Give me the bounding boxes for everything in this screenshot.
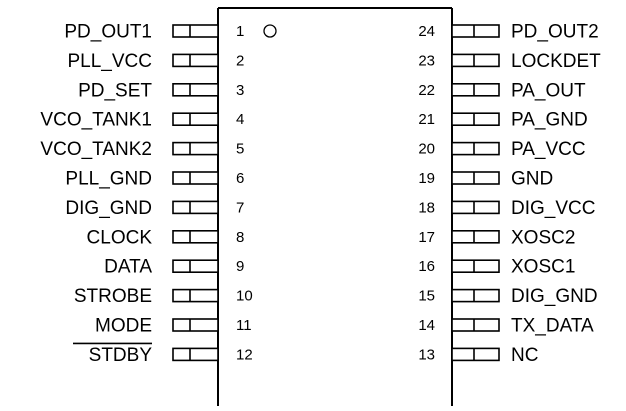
pin-number: 7 xyxy=(236,199,245,217)
pin-name: PA_VCC xyxy=(511,139,586,161)
pin-23 xyxy=(418,51,601,72)
pin-3 xyxy=(78,80,244,101)
chip-body xyxy=(218,8,452,406)
pin-4 xyxy=(40,110,244,131)
pin-stub xyxy=(452,25,499,37)
pin-name: XOSC2 xyxy=(511,227,576,249)
pin-stub xyxy=(173,84,218,96)
pin-name: PLL_VCC xyxy=(67,50,152,72)
pin-number: 1 xyxy=(236,23,245,40)
pin-name: PD_SET xyxy=(78,80,152,102)
pin-15 xyxy=(418,286,597,307)
pin-number: 6 xyxy=(236,170,245,187)
pin-number: 24 xyxy=(418,23,435,40)
pin-name: PLL_GND xyxy=(65,168,152,190)
pin-19 xyxy=(418,169,553,190)
pin-name: PD_OUT2 xyxy=(511,21,599,43)
pin-number: 13 xyxy=(418,346,435,364)
pin-16 xyxy=(418,257,575,278)
pin-name: MODE xyxy=(95,315,152,337)
pin-name: PA_GND xyxy=(511,109,588,131)
pin-stub xyxy=(173,113,218,125)
pin-stub xyxy=(452,113,499,125)
pin-number: 3 xyxy=(236,81,245,99)
pin-name: DATA xyxy=(104,256,152,278)
pin-stub xyxy=(452,260,499,272)
pin-name: DIG_GND xyxy=(65,197,152,219)
pin-name: LOCKDET xyxy=(511,50,601,72)
pin-number: 16 xyxy=(418,258,435,276)
pin-name: DIG_GND xyxy=(511,286,598,308)
pin-20 xyxy=(418,139,585,160)
pin-stub xyxy=(173,231,218,243)
pin-9 xyxy=(104,257,244,278)
pin-stub xyxy=(173,290,218,302)
pin-stub xyxy=(173,348,218,360)
pin-number: 19 xyxy=(418,170,435,187)
pin-13 xyxy=(418,345,538,366)
pin-12 xyxy=(73,343,253,366)
pin-name: TX_DATA xyxy=(511,315,594,337)
pin-number: 21 xyxy=(418,111,435,129)
pin-number: 17 xyxy=(418,228,435,246)
pin-number: 18 xyxy=(418,199,435,217)
pin-11 xyxy=(95,316,252,337)
pin-number: 12 xyxy=(236,346,253,364)
pin-stub xyxy=(452,54,499,66)
pin-stub xyxy=(173,25,218,37)
pin-stub xyxy=(173,54,218,66)
left-pin-group xyxy=(40,22,252,366)
pin-10 xyxy=(74,286,253,307)
pin1-orientation-mark xyxy=(264,25,276,37)
pin-number: 14 xyxy=(418,317,435,334)
pin-stub xyxy=(173,319,218,331)
pin-stub xyxy=(452,84,499,96)
pin-stub xyxy=(173,260,218,272)
pin-stub xyxy=(452,231,499,243)
pin-name: CLOCK xyxy=(86,227,152,249)
pin-number: 23 xyxy=(418,52,435,70)
pin-name: PD_OUT1 xyxy=(64,21,152,43)
right-pin-group xyxy=(418,22,601,366)
pin-stub xyxy=(452,172,499,184)
pin-name: STROBE xyxy=(73,286,152,308)
pin-number: 4 xyxy=(236,111,245,129)
pin-stub xyxy=(173,172,218,184)
pin-name: STDBY xyxy=(88,344,152,366)
pin-number: 5 xyxy=(236,140,245,158)
pin-number: 15 xyxy=(418,287,435,305)
pin-number: 22 xyxy=(418,81,435,99)
pin-stub xyxy=(452,348,499,360)
pin-name: PA_OUT xyxy=(511,80,586,102)
pin-name: VCO_TANK2 xyxy=(40,139,152,161)
pin-21 xyxy=(418,110,587,131)
pin-8 xyxy=(87,227,245,248)
pin-number: 11 xyxy=(236,317,252,334)
pin-number: 20 xyxy=(418,140,435,158)
pin-number: 9 xyxy=(236,258,245,276)
pin-stub xyxy=(173,201,218,213)
pin-name: NC xyxy=(511,344,539,366)
pin-stub xyxy=(452,201,499,213)
pin-name: GND xyxy=(511,168,554,190)
pin-18 xyxy=(418,198,595,219)
pin-14 xyxy=(418,316,594,337)
pin-22 xyxy=(418,80,586,101)
pin-24 xyxy=(418,22,598,43)
pin-name: VCO_TANK1 xyxy=(40,109,152,131)
pin-number: 8 xyxy=(236,228,245,246)
pin-stub xyxy=(452,319,499,331)
pin-number: 2 xyxy=(236,52,245,70)
pin-5 xyxy=(40,139,244,160)
pin-stub xyxy=(173,143,218,155)
pin-name: XOSC1 xyxy=(511,256,576,278)
pin-number: 10 xyxy=(236,287,253,305)
pin-stub xyxy=(452,290,499,302)
pin-name: DIG_VCC xyxy=(511,197,596,219)
pin-stub xyxy=(452,143,499,155)
pin-17 xyxy=(418,227,575,248)
